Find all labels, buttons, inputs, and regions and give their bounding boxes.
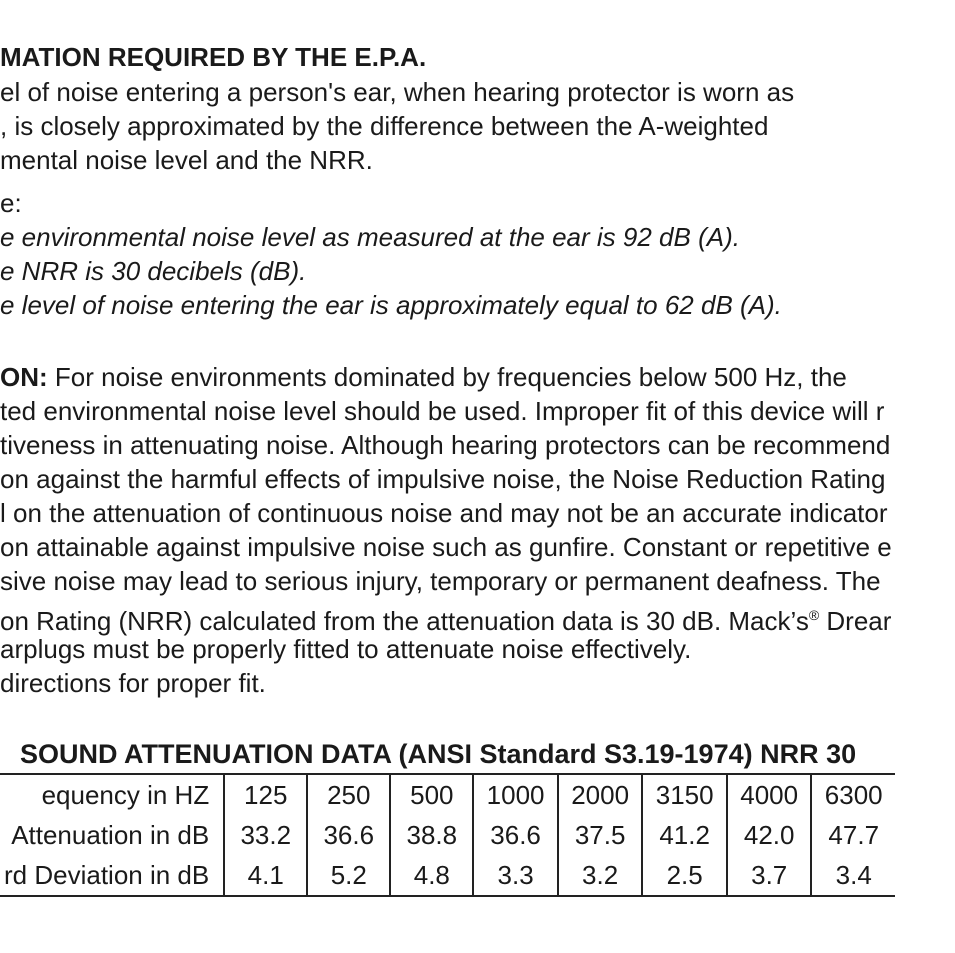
table-cell: 250 (307, 774, 390, 815)
caution-line: ted environmental noise level should be used. Improper fit of this device will r (0, 396, 885, 426)
table-cell: 36.6 (307, 815, 390, 855)
caution-line: l on the attenuation of continuous noise and may not be an accurate indicator (0, 498, 888, 528)
registered-mark: ® (808, 607, 820, 623)
table-title: SOUND ATTENUATION DATA (ANSI Standard S3.19-1974) NRR 30 (20, 739, 857, 769)
table-cell: 4.1 (224, 855, 307, 896)
table-cell: 125 (224, 774, 307, 815)
caution-label: ON: (0, 362, 48, 392)
caution-line-nrr (0, 600, 891, 636)
table-cell: 2.5 (642, 855, 727, 896)
caution-line-tail: Drear (819, 606, 892, 636)
table-cell: 3.4 (811, 855, 895, 896)
table-cell: 500 (390, 774, 473, 815)
caution-line: directions for proper fit. (0, 668, 266, 698)
epa-heading: MATION REQUIRED BY THE E.P.A. (0, 42, 427, 72)
table-cell: 47.7 (811, 815, 895, 855)
table-cell: 2000 (558, 774, 643, 815)
table-cell: 42.0 (727, 815, 812, 855)
caution-line: sive noise may lead to serious injury, temporary or permanent deafness. The (0, 566, 881, 596)
table-row (0, 855, 895, 896)
table-cell: 3150 (642, 774, 727, 815)
caution-line-text: on Rating (NRR) calculated from the attenuation data is 30 dB. Mack’s (0, 606, 809, 636)
example-line: e environmental noise level as measured at the ear is 92 dB (A). (0, 222, 740, 252)
table-cell: 3.2 (558, 855, 643, 896)
table-cell: 1000 (473, 774, 558, 815)
table-cell: 33.2 (224, 815, 307, 855)
row-label-frequency: equency in HZ (0, 774, 224, 815)
caution-first-line (0, 362, 847, 392)
example-label: e: (0, 188, 22, 218)
row-label-std-deviation: rd Deviation in dB (0, 855, 224, 896)
table-cell: 41.2 (642, 815, 727, 855)
table-cell: 4.8 (390, 855, 473, 896)
example-line: e NRR is 30 decibels (dB). (0, 256, 307, 286)
caution-text: For noise environments dominated by frequencies below 500 Hz, the (47, 362, 847, 392)
epa-paragraph-line: mental noise level and the NRR. (0, 145, 373, 175)
table-cell: 38.8 (390, 815, 473, 855)
table-cell: 4000 (727, 774, 812, 815)
epa-paragraph-line: el of noise entering a person's ear, when hearing protector is worn as (0, 77, 795, 107)
table-row (0, 815, 895, 855)
attenuation-table (0, 773, 895, 897)
table-cell: 3.3 (473, 855, 558, 896)
table-row (0, 774, 895, 815)
caution-line: arplugs must be properly fitted to attenuate noise effectively. (0, 634, 692, 664)
example-line: e level of noise entering the ear is approximately equal to 62 dB (A). (0, 290, 782, 320)
epa-paragraph-line: , is closely approximated by the difference between the A-weighted (0, 111, 769, 141)
table-cell: 6300 (811, 774, 895, 815)
table-cell: 36.6 (473, 815, 558, 855)
table-cell: 5.2 (307, 855, 390, 896)
caution-line: on against the harmful effects of impulsive noise, the Noise Reduction Rating (0, 464, 886, 494)
row-label-attenuation: Attenuation in dB (0, 815, 224, 855)
caution-line: tiveness in attenuating noise. Although hearing protectors can be recommend (0, 430, 891, 460)
table-cell: 3.7 (727, 855, 812, 896)
table-cell: 37.5 (558, 815, 643, 855)
caution-line: on attainable against impulsive noise such as gunfire. Constant or repetitive e (0, 532, 892, 562)
